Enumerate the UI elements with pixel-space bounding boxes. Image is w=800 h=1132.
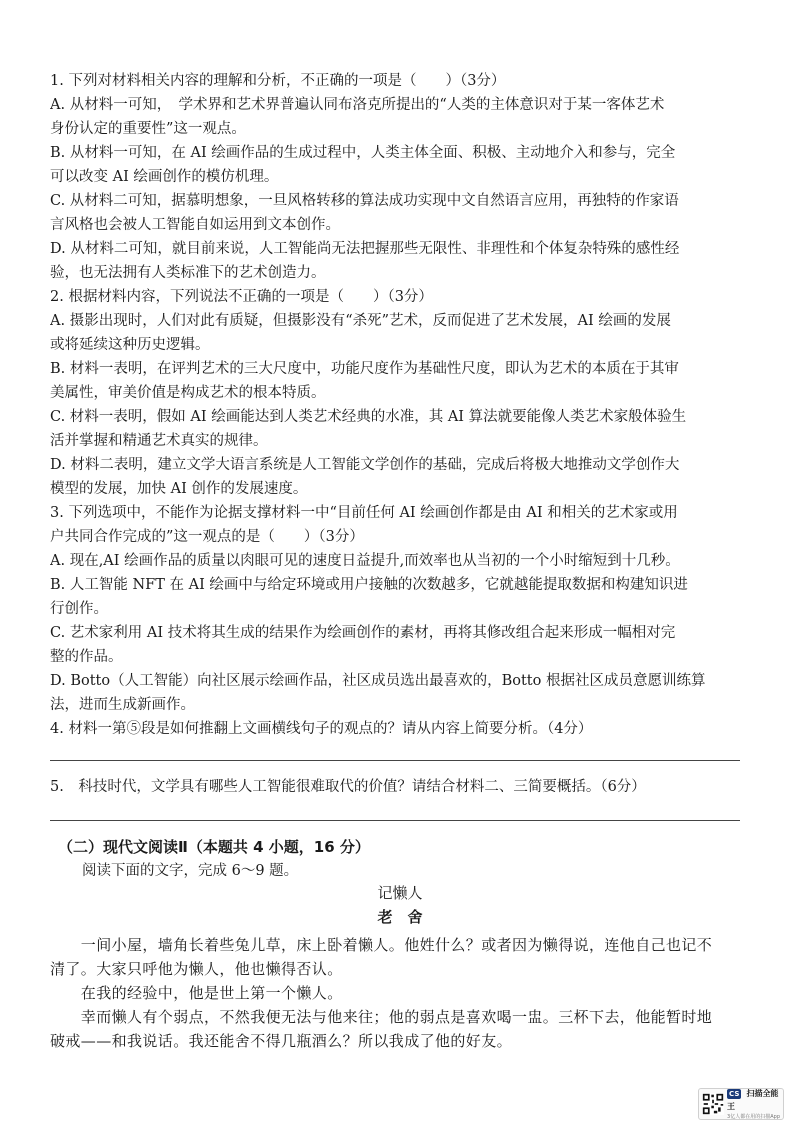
q1-option-b-cont: 可以改变 AI 绘画创作的模仿机理。 <box>50 169 279 185</box>
q2-option-d: D. 材料二表明，建立文学大语言系统是人工智能文学创作的基础，完成后将极大地推动文学创作大 <box>50 457 680 473</box>
q2-option-c: C. 材料一表明，假如 AI 绘画能达到人类艺术经典的水准，其 AI 算法就要能像人类艺术家般体验生 <box>50 409 687 425</box>
story-paragraph: 一间小屋，墙角长着些兔儿草，床上卧着懒人。他姓什么？或者因为懒得说，连他自己也记不 <box>50 936 713 954</box>
q3-stem-cont: 户共同合作完成的”这一观点的是（ ）（3分） <box>50 529 364 545</box>
section-instruction: 阅读下面的文字，完成 6～9 题。 <box>82 863 299 879</box>
q1-option-b: B. 从材料一可知，在 AI 绘画作品的生成过程中，人类主体全面、积极、主动地介入和参与，完全 <box>50 145 676 161</box>
q4-stem: 4. 材料一第⑤段是如何推翻上文画横线句子的观点的？请从内容上简要分析。（4分） <box>50 721 593 737</box>
story-paragraph: 破戒——和我说话。我还能舍不得几瓶酒么？所以我成了他的好友。 <box>50 1032 513 1050</box>
story-paragraph: 清了。大家只呼他为懒人，他也懒得否认。 <box>50 960 343 978</box>
scanner-watermark <box>698 1088 784 1120</box>
camscanner-logo: CS <box>729 1090 740 1098</box>
q2-option-c-cont: 活并掌握和精通艺术真实的规律。 <box>50 433 268 449</box>
q1-option-d: D. 从材料二可知，就目前来说，人工智能尚无法把握那些无限性、非理性和个体复杂特殊的感性经 <box>50 241 680 257</box>
q5-answer-line[interactable] <box>50 820 740 821</box>
q3-option-a: A. 现在,AI 绘画作品的质量以肉眼可见的速度日益提升,而效率也从当初的一个小时缩短到十几秒。 <box>50 553 680 569</box>
q2-option-b: B. 材料一表明，在评判艺术的三大尺度中，功能尺度作为基础性尺度，即认为艺术的本质在于其审 <box>50 361 679 377</box>
story-author: 老 舍 <box>377 908 423 926</box>
q5-stem: 5. 科技时代，文学具有哪些人工智能很难取代的价值？请结合材料二、三简要概括。（6分） <box>50 779 646 795</box>
qr-code-icon <box>702 1091 724 1117</box>
q1-option-d-cont: 验，也无法拥有人类标准下的艺术创造力。 <box>50 265 326 281</box>
q2-option-d-cont: 模型的发展，加快 AI 创作的发展速度。 <box>50 481 308 497</box>
q1-option-a: A. 从材料一可知， 学术界和艺术界普遍认同布洛克所提出的“人类的主体意识对于某一客体艺术 <box>50 97 665 113</box>
story-paragraph: 幸而懒人有个弱点，不然我便无法与他来往；他的弱点是喜欢喝一盅。三杯下去，他能暂时地 <box>50 1008 713 1026</box>
q1-stem: 1. 下列对材料相关内容的理解和分析，不正确的一项是（ ）（3分） <box>50 73 506 89</box>
q2-stem: 2. 根据材料内容，下列说法不正确的一项是（ ）（3分） <box>50 289 433 305</box>
q1-option-c: C. 从材料二可知，据慕明想象，一旦风格转移的算法成功实现中文自然语言应用，再独特的作家语 <box>50 193 679 209</box>
watermark-tagline: 3亿人都在用的扫描App <box>727 1114 780 1120</box>
q3-stem: 3. 下列选项中，不能作为论据支撑材料一中“目前任何 AI 绘画创作都是由 AI 和相关的艺术家或用 <box>50 505 678 521</box>
q3-option-d-cont: 法，进而生成新画作。 <box>50 697 195 713</box>
q4-answer-line[interactable] <box>50 760 740 761</box>
story-paragraph: 在我的经验中，他是世上第一个懒人。 <box>50 984 343 1002</box>
q3-option-c-cont: 整的作品。 <box>50 649 123 665</box>
section-heading: （二）现代文阅读Ⅱ（本题共 4 小题，16 分） <box>58 838 370 856</box>
q1-option-a-cont: 身份认定的重要性”这一观点。 <box>50 121 246 137</box>
story-title: 记懒人 <box>377 884 423 902</box>
q2-option-b-cont: 美属性，审美价值是构成艺术的根本特质。 <box>50 385 326 401</box>
watermark-brand: 扫描全能王 <box>727 1089 779 1111</box>
q2-option-a-cont: 或将延续这种历史逻辑。 <box>50 337 210 353</box>
q3-option-c: C. 艺术家利用 AI 技术将其生成的结果作为绘画创作的素材，再将其修改组合起来形成一幅相对完 <box>50 625 676 641</box>
q1-option-c-cont: 言风格也会被人工智能自如运用到文本创作。 <box>50 217 340 233</box>
q3-option-b: B. 人工智能 NFT 在 AI 绘画中与给定环境或用户接触的次数越多，它就越能提取数据和构建知识进 <box>50 577 688 593</box>
q3-option-d: D. Botto（人工智能）向社区展示绘画作品，社区成员选出最喜欢的，Botto 根据社区成员意愿训练算 <box>50 673 706 689</box>
q2-option-a: A. 摄影出现时，人们对此有质疑，但摄影没有“杀死”艺术，反而促进了艺术发展，AI 绘画的发展 <box>50 313 671 329</box>
q3-option-b-cont: 行创作。 <box>50 601 108 617</box>
